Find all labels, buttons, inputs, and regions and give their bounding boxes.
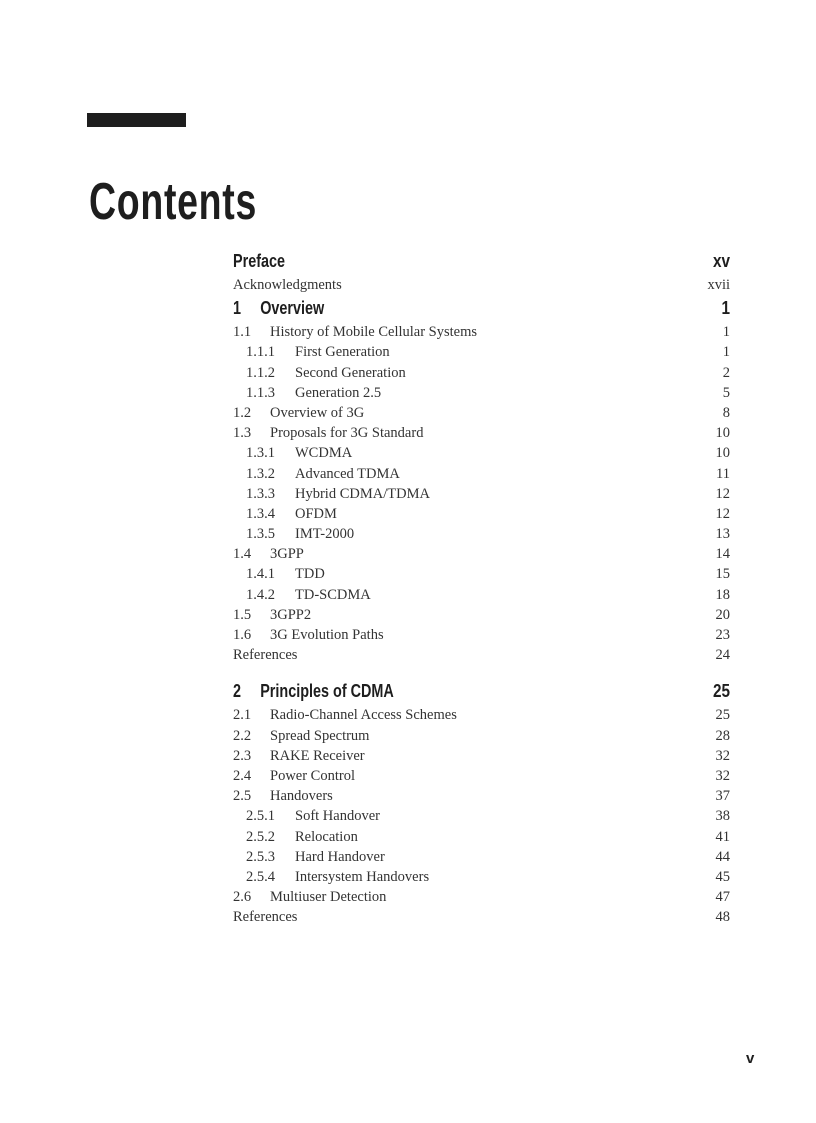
toc-entry-title: Second Generation bbox=[295, 364, 406, 381]
toc-entry[interactable] bbox=[233, 887, 730, 907]
chapter-block bbox=[233, 295, 730, 665]
toc-entry-title: Overview of 3G bbox=[270, 404, 365, 421]
toc-entry-label bbox=[246, 363, 406, 383]
table-of-contents bbox=[233, 248, 730, 927]
toc-entry-label bbox=[233, 544, 304, 564]
toc-entry-number: 2.3 bbox=[233, 747, 252, 764]
toc-entry-page: 48 bbox=[715, 909, 730, 926]
toc-entry-page: 10 bbox=[715, 445, 730, 462]
toc-entry-label bbox=[246, 504, 337, 524]
toc-entry-number: 1.1.1 bbox=[246, 344, 275, 361]
toc-entry-label bbox=[246, 342, 390, 362]
toc-entry-title: Hard Handover bbox=[295, 848, 385, 865]
toc-chapter-number: 2 bbox=[233, 681, 242, 702]
toc-entry-label bbox=[246, 383, 381, 403]
toc-entry-number: 2.5.1 bbox=[246, 808, 275, 825]
toc-entry-label bbox=[246, 443, 352, 463]
toc-entry-number: 1.3.4 bbox=[246, 505, 275, 522]
toc-entry-page: xvii bbox=[707, 277, 730, 293]
toc-entry-label bbox=[233, 322, 477, 342]
toc-entry-label bbox=[246, 484, 430, 504]
toc-entry-title: Radio-Channel Access Schemes bbox=[270, 707, 457, 724]
toc-entry-label bbox=[233, 766, 355, 786]
toc-entry-title: Generation 2.5 bbox=[295, 384, 382, 401]
toc-entry-label bbox=[233, 605, 311, 625]
toc-entry-label bbox=[246, 806, 380, 826]
toc-entry-number: 1.3.3 bbox=[246, 485, 275, 502]
toc-entry-title: 3GPP bbox=[270, 546, 304, 563]
toc-entry[interactable] bbox=[233, 766, 730, 786]
toc-entry[interactable] bbox=[233, 363, 730, 383]
toc-entry-number: 1.1.2 bbox=[246, 364, 275, 381]
toc-entry-number: 1.6 bbox=[233, 627, 252, 643]
toc-entry-title: 3G Evolution Paths bbox=[270, 627, 384, 643]
toc-entry-title: Relocation bbox=[295, 828, 358, 845]
toc-entry-page: 24 bbox=[715, 647, 730, 664]
toc-entry-page: 12 bbox=[715, 505, 730, 522]
toc-entry-label bbox=[233, 726, 369, 746]
toc-entry[interactable] bbox=[233, 403, 730, 423]
toc-chapter-title: Principles of CDMA bbox=[260, 681, 394, 702]
toc-chapter-heading[interactable] bbox=[233, 678, 730, 705]
toc-entry-title: First Generation bbox=[295, 344, 390, 361]
toc-entry-page: 28 bbox=[715, 727, 730, 744]
toc-heading-page: xv bbox=[712, 251, 730, 271]
toc-entry-label bbox=[233, 887, 386, 907]
toc-chapter-label bbox=[233, 678, 394, 705]
toc-entry-title: Spread Spectrum bbox=[270, 727, 370, 744]
toc-entry-label bbox=[233, 423, 423, 443]
toc-entry-number: 1.3.1 bbox=[246, 445, 275, 462]
toc-entry[interactable] bbox=[233, 726, 730, 746]
toc-entry[interactable] bbox=[233, 625, 730, 645]
decorative-bar bbox=[87, 113, 186, 127]
toc-entry-label bbox=[246, 867, 429, 887]
toc-entry-number: 2.5.2 bbox=[246, 828, 275, 845]
toc-entry-title: TDD bbox=[295, 566, 325, 583]
toc-entry-references[interactable] bbox=[233, 645, 730, 665]
toc-entry-page: 10 bbox=[715, 425, 730, 442]
toc-entry-title: Soft Handover bbox=[295, 808, 380, 825]
toc-entry-acknowledgments[interactable] bbox=[233, 275, 730, 295]
toc-entry-page: 13 bbox=[715, 526, 730, 543]
toc-entry[interactable] bbox=[233, 867, 730, 887]
toc-entry-title: Power Control bbox=[270, 767, 355, 784]
toc-entry[interactable] bbox=[233, 504, 730, 524]
toc-entry-title: Handovers bbox=[270, 788, 333, 805]
toc-entry-label bbox=[246, 564, 325, 584]
toc-heading-title: Preface bbox=[233, 251, 286, 271]
toc-chapter-page: 25 bbox=[712, 681, 730, 702]
toc-entry-label bbox=[246, 464, 400, 484]
toc-entry-number: 1.1.3 bbox=[246, 384, 275, 401]
toc-entry-title: Multiuser Detection bbox=[270, 889, 387, 906]
toc-entry-title: RAKE Receiver bbox=[270, 747, 365, 764]
toc-entry-number: 1.4 bbox=[233, 546, 252, 563]
toc-entry-page: 32 bbox=[715, 767, 730, 784]
toc-entry[interactable] bbox=[233, 423, 730, 443]
toc-entry-number: 1.3 bbox=[233, 425, 252, 442]
toc-entry-number: 1.3.5 bbox=[246, 526, 275, 543]
toc-entry-number: 2.5.4 bbox=[246, 868, 275, 885]
toc-entry[interactable] bbox=[233, 464, 730, 484]
toc-entry[interactable] bbox=[233, 524, 730, 544]
toc-entry[interactable] bbox=[233, 564, 730, 584]
toc-entry-title: Hybrid CDMA/TDMA bbox=[295, 485, 430, 502]
toc-entry[interactable] bbox=[233, 705, 730, 725]
toc-entry-title: Acknowledgments bbox=[233, 277, 342, 293]
toc-entry-title: References bbox=[233, 647, 298, 664]
toc-entry[interactable] bbox=[233, 806, 730, 826]
toc-entry-label bbox=[233, 645, 297, 665]
toc-entry[interactable] bbox=[233, 342, 730, 362]
toc-entry-page: 47 bbox=[715, 889, 730, 906]
toc-entry-page: 37 bbox=[715, 788, 730, 805]
toc-entry-page: 44 bbox=[715, 848, 730, 865]
toc-entry-page: 5 bbox=[722, 384, 730, 401]
toc-entry-label bbox=[233, 907, 297, 927]
toc-entry-page: 32 bbox=[715, 747, 730, 764]
toc-entry-page: 38 bbox=[715, 808, 730, 825]
toc-entry-number: 2.5 bbox=[233, 788, 252, 805]
toc-entry[interactable] bbox=[233, 544, 730, 564]
toc-entry-page: 41 bbox=[715, 828, 730, 845]
toc-entry[interactable] bbox=[233, 746, 730, 766]
toc-entry-title: History of Mobile Cellular Systems bbox=[270, 324, 478, 341]
toc-entry-page: 12 bbox=[715, 485, 730, 502]
toc-entry[interactable] bbox=[233, 484, 730, 504]
toc-entry-label bbox=[233, 786, 333, 806]
page-title: Contents bbox=[89, 173, 257, 231]
toc-entry-label bbox=[233, 403, 364, 423]
toc-entry-page: 25 bbox=[715, 707, 730, 724]
toc-chapter-title: Overview bbox=[260, 298, 325, 319]
toc-chapter-heading[interactable] bbox=[233, 295, 730, 322]
toc-entry-number: 1.1 bbox=[233, 324, 252, 341]
toc-entry-number: 2.2 bbox=[233, 727, 252, 744]
toc-entry-title: References bbox=[233, 909, 298, 926]
toc-entry-title: IMT-2000 bbox=[295, 526, 355, 543]
toc-entry-page: 20 bbox=[715, 606, 730, 623]
toc-entry-label bbox=[246, 524, 354, 544]
toc-entry-page: 8 bbox=[722, 404, 730, 421]
toc-entry-label bbox=[233, 705, 457, 725]
toc-entry-title: 3GPP2 bbox=[270, 606, 312, 623]
front-matter bbox=[233, 248, 730, 295]
toc-entry-number: 2.4 bbox=[233, 767, 252, 784]
toc-entry-references[interactable] bbox=[233, 907, 730, 927]
toc-heading-preface[interactable] bbox=[233, 248, 730, 275]
toc-entry[interactable] bbox=[233, 585, 730, 605]
page-number: v bbox=[746, 1050, 755, 1067]
toc-entry[interactable] bbox=[233, 443, 730, 463]
toc-entry-number: 2.1 bbox=[233, 707, 252, 724]
toc-entry-page: 1 bbox=[722, 344, 730, 361]
toc-entry-label bbox=[246, 827, 358, 847]
toc-entry-number: 1.3.2 bbox=[246, 465, 275, 482]
toc-entry-page: 23 bbox=[715, 627, 730, 643]
toc-entry-number: 1.4.1 bbox=[246, 566, 275, 583]
toc-entry-page: 14 bbox=[715, 546, 730, 563]
toc-chapter-number: 1 bbox=[233, 298, 242, 319]
toc-entry-title: Advanced TDMA bbox=[295, 465, 400, 482]
toc-entry-page: 45 bbox=[715, 868, 730, 885]
toc-entry-page: 11 bbox=[716, 465, 730, 482]
toc-entry-page: 2 bbox=[722, 364, 730, 381]
toc-entry[interactable] bbox=[233, 605, 730, 625]
toc-entry-title: OFDM bbox=[295, 505, 337, 522]
toc-entry-page: 18 bbox=[715, 586, 730, 603]
toc-entry-page: 15 bbox=[715, 566, 730, 583]
toc-entry-number: 1.2 bbox=[233, 404, 252, 421]
toc-entry-number: 2.5.3 bbox=[246, 848, 275, 865]
toc-entry-label bbox=[246, 847, 385, 867]
toc-entry[interactable] bbox=[233, 847, 730, 867]
toc-entry-label bbox=[233, 746, 365, 766]
toc-entry-number: 1.5 bbox=[233, 606, 252, 623]
toc-entry[interactable] bbox=[233, 827, 730, 847]
toc-entry-label bbox=[246, 585, 371, 605]
toc-entry-title: Intersystem Handovers bbox=[295, 868, 430, 885]
toc-chapter-page: 1 bbox=[721, 298, 730, 319]
toc-entry-label bbox=[233, 625, 384, 645]
toc-entry-number: 2.6 bbox=[233, 889, 252, 906]
toc-entry-number: 1.4.2 bbox=[246, 586, 275, 603]
toc-entry-title: WCDMA bbox=[295, 445, 353, 462]
toc-entry[interactable] bbox=[233, 383, 730, 403]
chapter-block bbox=[233, 678, 730, 927]
toc-entry-title: Proposals for 3G Standard bbox=[270, 425, 424, 442]
toc-entry-page: 1 bbox=[722, 324, 730, 341]
toc-entry[interactable] bbox=[233, 322, 730, 342]
toc-entry[interactable] bbox=[233, 786, 730, 806]
toc-chapter-label bbox=[233, 295, 324, 322]
toc-entry-title: TD-SCDMA bbox=[295, 586, 371, 603]
